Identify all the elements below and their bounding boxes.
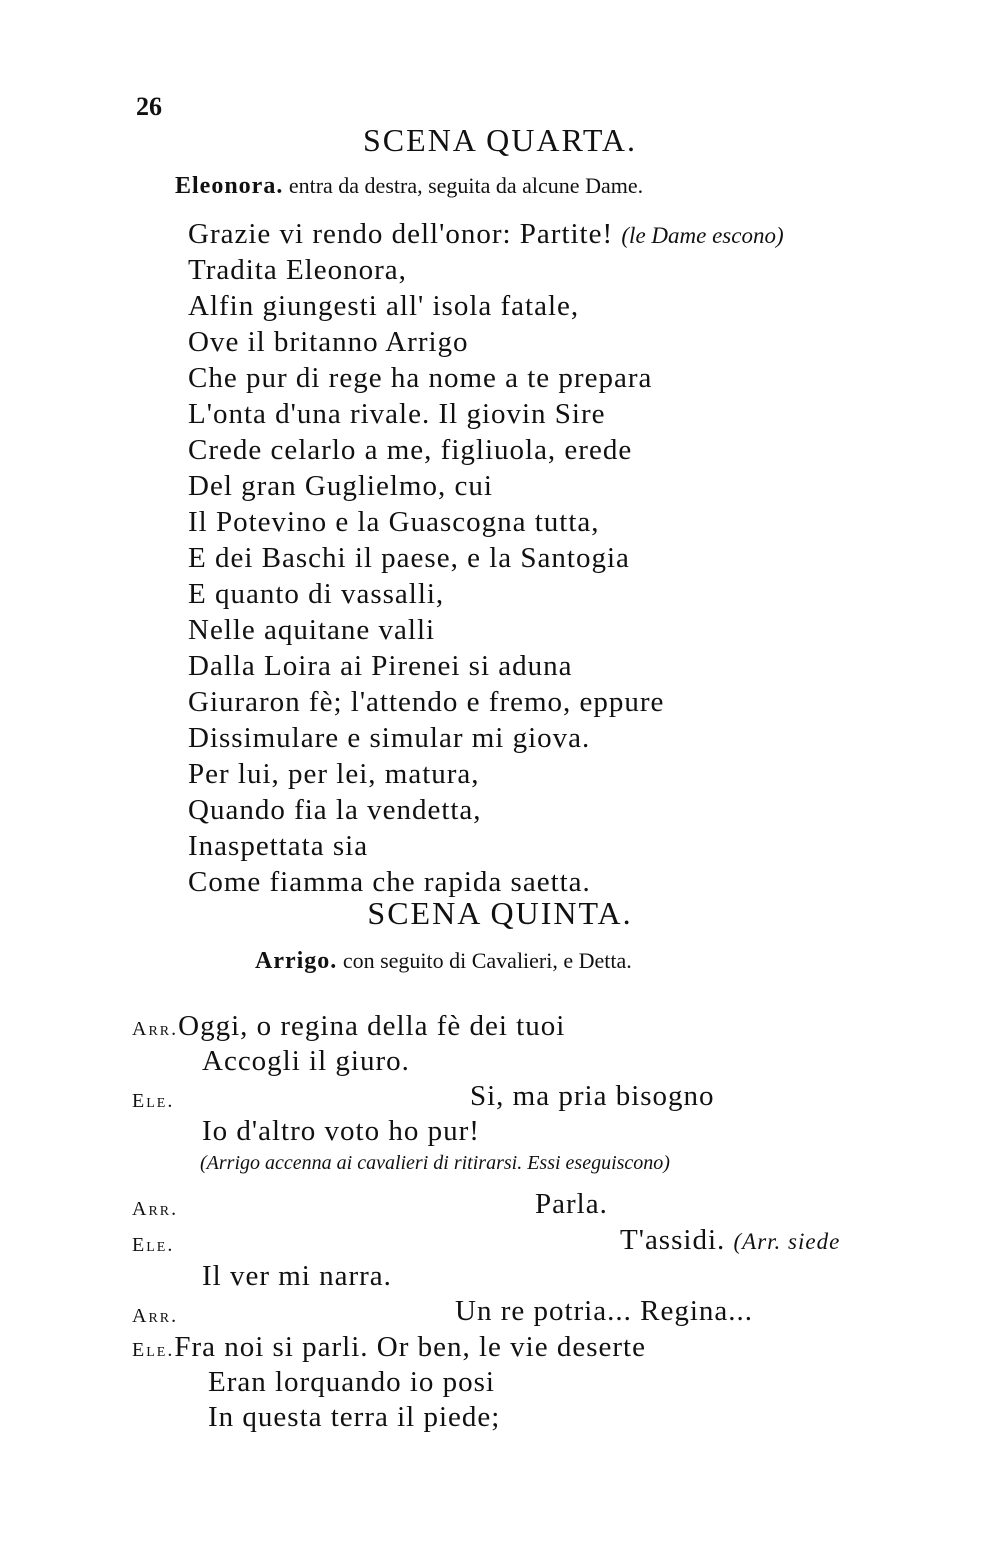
verse-line: Inaspettata sia: [188, 830, 369, 862]
verse-line: Del gran Guglielmo, cui: [188, 470, 493, 502]
speaker-label-text: Ele.: [132, 1234, 175, 1256]
dialogue-text: Oggi, o regina della fè dei tuoi: [178, 1010, 566, 1042]
verse-line: E quanto di vassalli,: [188, 578, 445, 610]
dialogue-text: Fra noi si parli. Or ben, le vie deserte: [174, 1331, 646, 1363]
scene-5-stage-direction: [255, 948, 632, 975]
verse-line: Ove il britanno Arrigo: [188, 326, 469, 358]
speaker-label-text: Ele.: [132, 1090, 175, 1112]
verse-line: Alfin giungesti all' isola fatale,: [188, 290, 580, 322]
verse-line: Che pur di rege ha nome a te prepara: [188, 362, 653, 394]
stage-aside: (Arr. siede: [733, 1229, 841, 1254]
dialogue-line: Parla.: [535, 1188, 608, 1220]
verse-line: Come fiamma che rapida saetta.: [188, 866, 591, 898]
speaker-label: [132, 1297, 178, 1330]
dialogue-line: Si, ma pria bisogno: [470, 1080, 715, 1112]
verse-line: Per lui, per lei, matura,: [188, 758, 480, 790]
verse-line: Dissimulare e simular mi giova.: [188, 722, 591, 754]
speaker-label: Ele.: [132, 1339, 175, 1361]
speaker-label-text: Arr.: [132, 1305, 179, 1327]
verse-line: L'onta d'una rivale. Il giovin Sire: [188, 398, 606, 430]
verse-line: Nelle aquitane valli: [188, 614, 436, 646]
verse-line: E dei Baschi il paese, e la Santogia: [188, 542, 630, 574]
speaker-label: [132, 1190, 178, 1223]
speaker-label: [132, 1082, 174, 1115]
verse-line: Tradita Eleonora,: [188, 254, 407, 286]
character-name: Arrigo.: [255, 948, 338, 974]
verse-line: Quando fia la vendetta,: [188, 794, 482, 826]
scene-5-title: SCENA QUINTA.: [367, 895, 633, 931]
dialogue-line: Il ver mi narra.: [202, 1260, 392, 1292]
dialogue-line: Io d'altro voto ho pur!: [202, 1115, 480, 1147]
verse-line: Il Potevino e la Guascogna tutta,: [188, 506, 600, 538]
verse-line: Dalla Loira ai Pirenei si aduna: [188, 650, 573, 682]
dialogue-line: Eran lorquando io posi: [208, 1366, 495, 1398]
dialogue-line: [620, 1224, 840, 1257]
speaker-label: Arr.: [132, 1018, 179, 1040]
stage-direction-text: con seguito di Cavalieri, e Detta.: [342, 948, 632, 973]
stage-direction-text: entra da destra, seguita da alcune Dame.: [288, 173, 644, 198]
dialogue-text: T'assidi.: [620, 1224, 726, 1256]
dialogue-line: [132, 1010, 565, 1043]
scene-4-title: SCENA QUARTA.: [363, 122, 637, 158]
verse-line: Giuraron fè; l'attendo e fremo, eppure: [188, 686, 665, 718]
verse-line: Crede celarlo a me, figliuola, erede: [188, 434, 633, 466]
dialogue-line: Accogli il giuro.: [202, 1045, 410, 1077]
character-name: Eleonora.: [175, 173, 284, 199]
page-number: 26: [136, 92, 162, 121]
verse-text: Grazie vi rendo dell'onor: Partite!: [188, 218, 614, 250]
dialogue-line: In questa terra il piede;: [208, 1401, 501, 1433]
dialogue-line: Un re potria... Regina...: [455, 1295, 754, 1327]
scene-4-stage-direction: [175, 173, 643, 200]
speaker-label-text: Arr.: [132, 1198, 179, 1220]
speaker-label: [132, 1226, 174, 1259]
stage-direction-italic: (Arrigo accenna ai cavalieri di ritirarsi. Essi eseguiscono): [200, 1152, 670, 1174]
dialogue-line: [132, 1331, 646, 1364]
stage-aside: (le Dame escono): [621, 223, 784, 248]
verse-line: [188, 218, 784, 251]
